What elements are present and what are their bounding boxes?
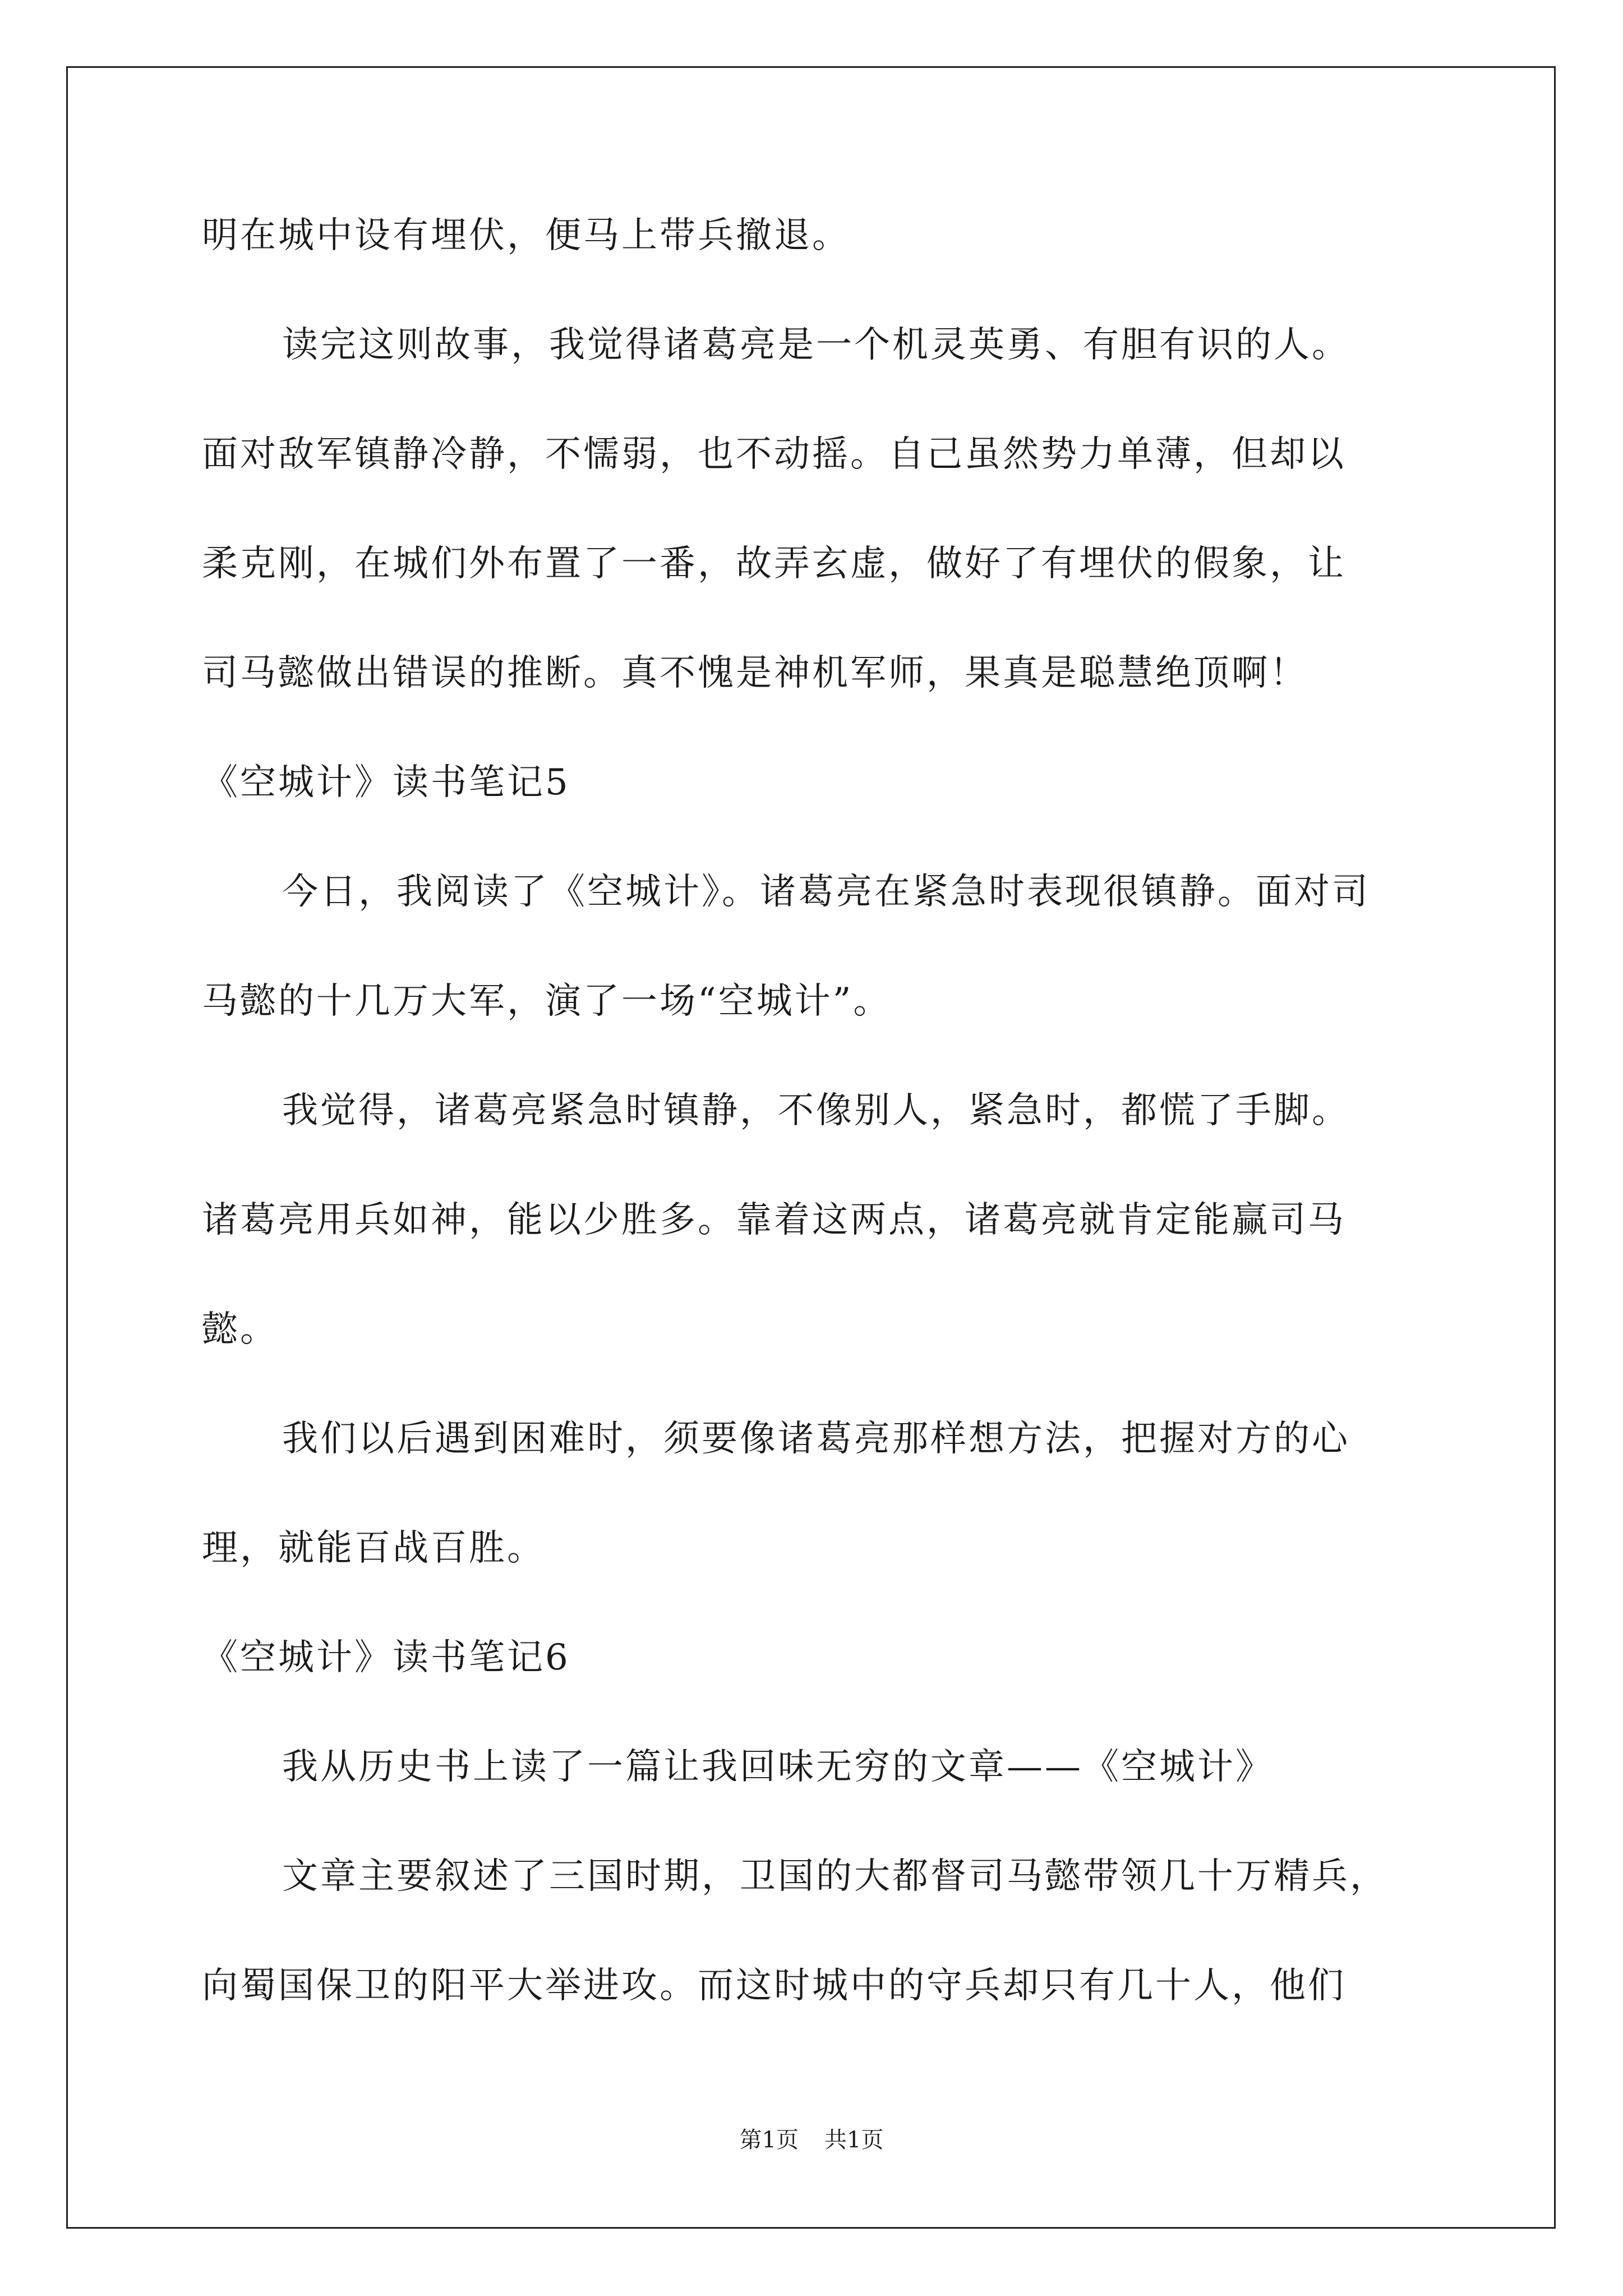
body-line: 诸葛亮用兵如神，能以少胜多。靠着这两点，诸葛亮就肯定能赢司马 [202, 1199, 1346, 1241]
body-line: 马懿的十几万大军，演了一场“空城计”。 [202, 981, 892, 1022]
paragraph-start-line: 我从历史书上读了一篇让我回味无穷的文章——《空城计》 [282, 1746, 1274, 1788]
page-number: 第1页 [739, 2127, 799, 2153]
body-line: 理，就能百战百胜。 [202, 1527, 545, 1569]
body-line: 懿。 [202, 1309, 278, 1350]
body-line: 司马懿做出错误的推断。真不愧是神机军师，果真是聪慧绝顶啊！ [202, 652, 1308, 694]
page-footer [0, 2126, 1623, 2154]
page-total: 共1页 [824, 2127, 884, 2153]
paragraph-start-line: 读完这则故事，我觉得诸葛亮是一个机灵英勇、有胆有识的人。 [282, 324, 1350, 366]
body-line: 向蜀国保卫的阳平大举进攻。而这时城中的守兵却只有几十人，他们 [202, 1965, 1346, 2007]
paragraph-start-line: 今日，我阅读了《空城计》。诸葛亮在紧急时表现很镇静。面对司 [282, 871, 1370, 913]
body-line: 明在城中设有埋伏，便马上带兵撤退。 [202, 215, 850, 256]
section-heading: 《空城计》读书笔记6 [202, 1637, 570, 1678]
paragraph-start-line: 文章主要叙述了三国时期，卫国的大都督司马懿带领几十万精兵， [282, 1856, 1388, 1897]
body-line: 柔克刚，在城们外布置了一番，故弄玄虚，做好了有埋伏的假象，让 [202, 543, 1346, 585]
page-border [66, 66, 1556, 2229]
paragraph-start-line: 我觉得，诸葛亮紧急时镇静，不像别人，紧急时，都慌了手脚。 [282, 1090, 1350, 1131]
body-line: 面对敌军镇静冷静，不懦弱，也不动摇。自己虽然势力单薄，但却以 [202, 434, 1346, 475]
paragraph-start-line: 我们以后遇到困难时，须要像诸葛亮那样想方法，把握对方的心 [282, 1418, 1350, 1460]
section-heading: 《空城计》读书笔记5 [202, 762, 570, 803]
